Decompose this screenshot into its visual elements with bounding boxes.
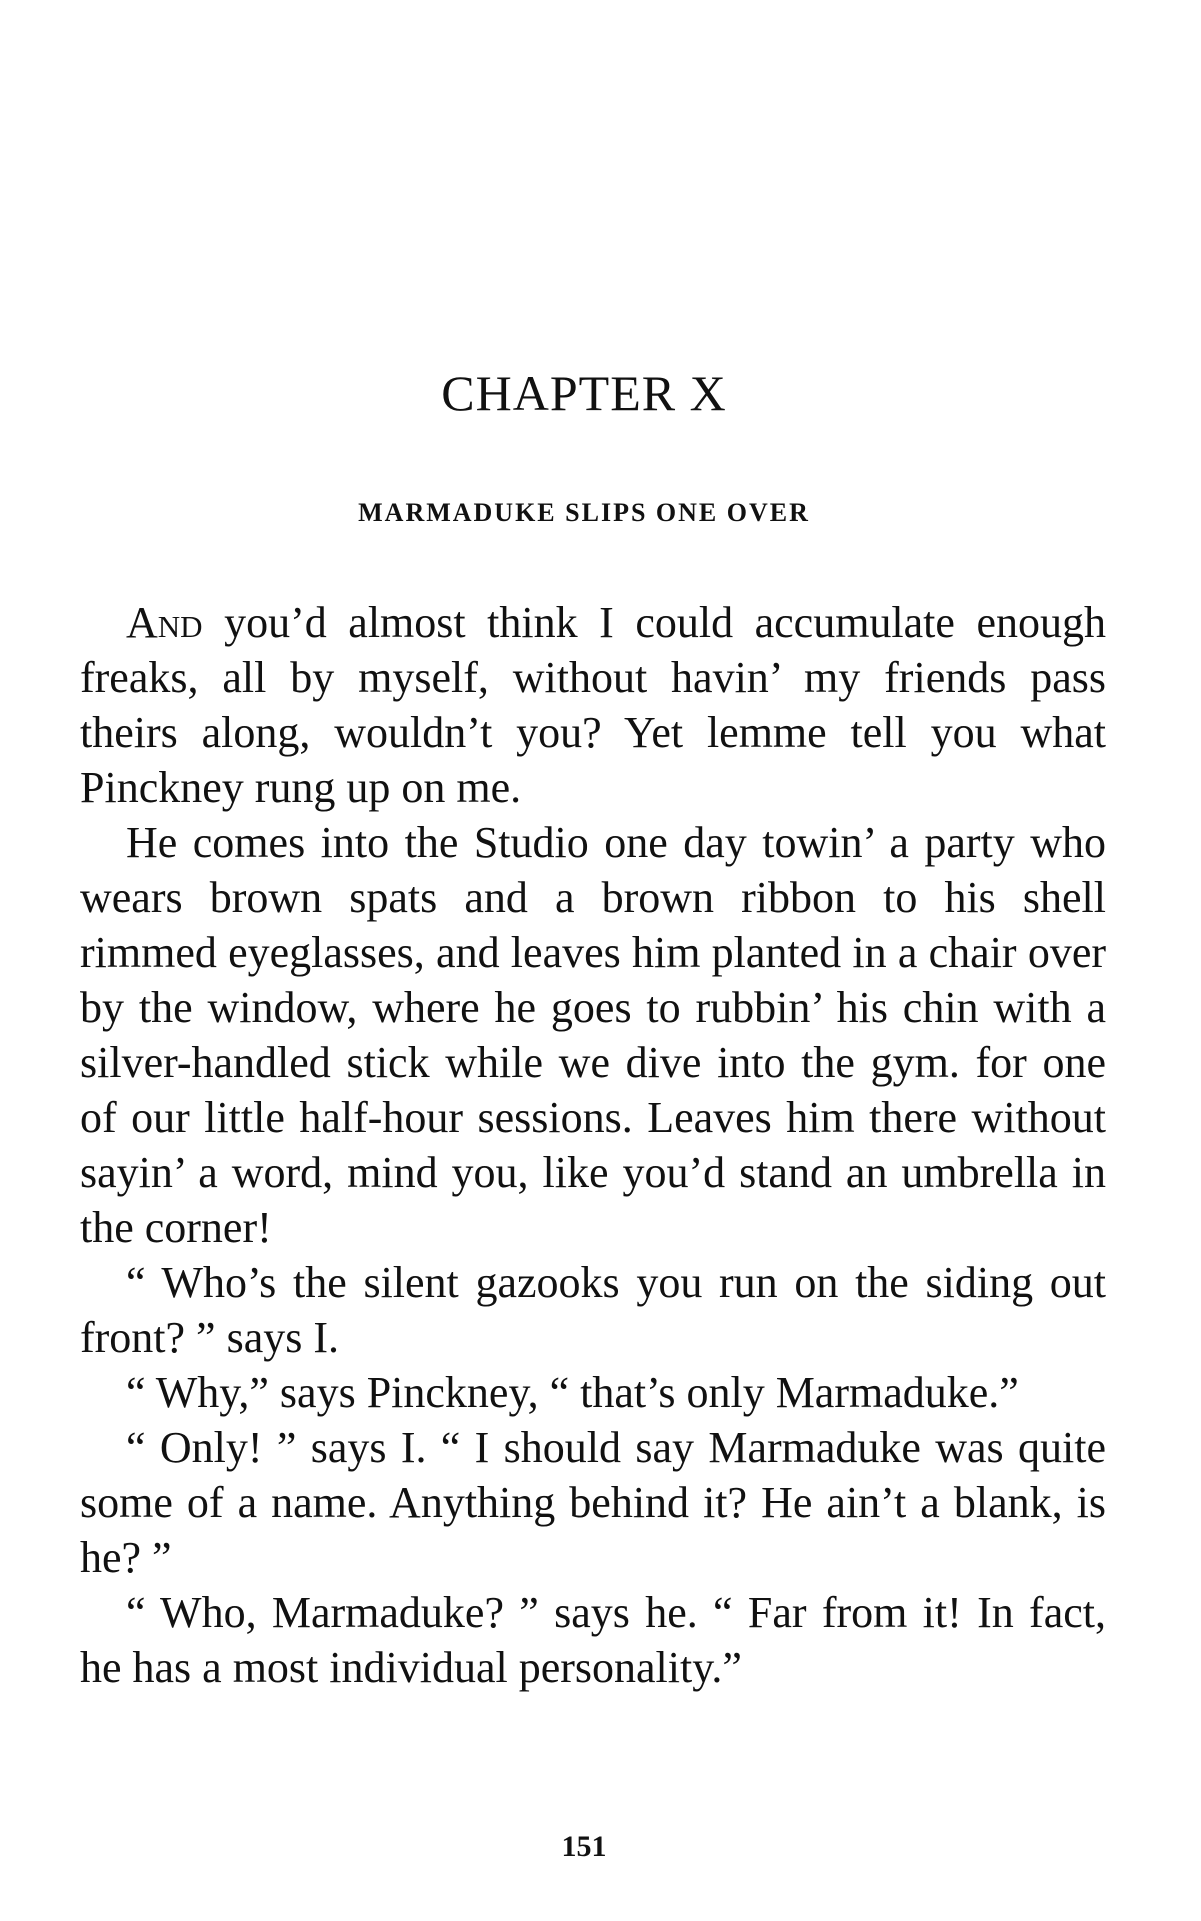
- paragraph: “ Only! ” says I. “ I should say Marmaduke was quite some of a name. Anything behind it? He ain’t a blank, is he? ”: [80, 1423, 1106, 1582]
- chapter-subtitle: MARMADUKE SLIPS ONE OVER: [358, 498, 810, 527]
- page-number: 151: [561, 1830, 607, 1863]
- paragraph: “ Who’s the silent gazooks you run on the siding out front? ” says I.: [80, 1258, 1106, 1362]
- paragraph: “ Who, Marmaduke? ” says he. “ Far from it! In fact, he has a most individual personality.”: [80, 1588, 1106, 1692]
- paragraph: He comes into the Studio one day towin’ a party who wears brown spats and a brown ribbon to his shell rimmed eyeglasses, and leaves him planted in a chair over by the window, where he goes to rubbin’ his chin with a silver-handled stick while we dive into the gym. for one of our little half-hour sessions. Leaves him there without sayin’ a word, mind you, like you’d stand an umbrella in the corner!: [80, 818, 1106, 1252]
- paragraph: [80, 595, 1106, 815]
- paragraph-lead-word: And: [126, 598, 203, 647]
- body-text: [80, 595, 1106, 1695]
- paragraph: “ Why,” says Pinckney, “ that’s only Marmaduke.”: [126, 1368, 1019, 1417]
- chapter-title: CHAPTER X: [441, 365, 727, 421]
- paragraph-text: you’d almost think I could accumulate enough freaks, all by myself, without havin’ my friends pass theirs along, wouldn’t you? Yet lemme tell you what Pinckney rung up on me.: [80, 598, 1106, 812]
